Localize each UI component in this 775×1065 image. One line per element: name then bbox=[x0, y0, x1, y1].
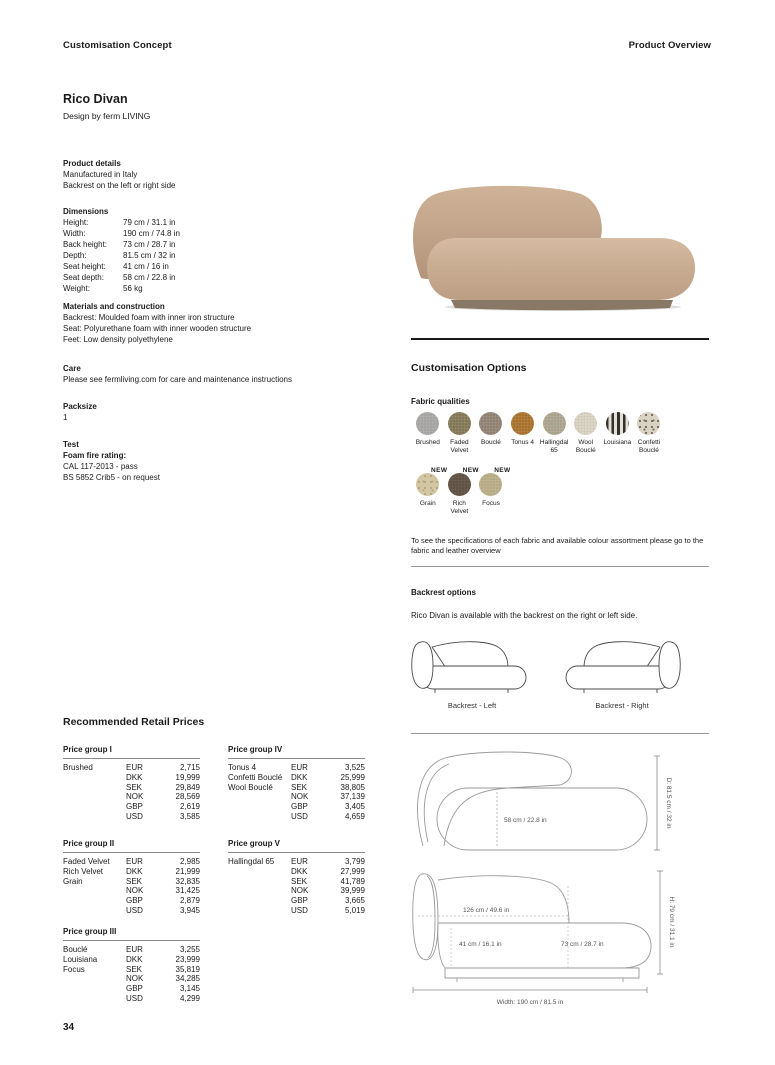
price-row bbox=[63, 945, 200, 955]
side-view-seat-depth-label: 73 cm / 28.7 in bbox=[561, 941, 604, 948]
backrest-left-label: Backrest - Left bbox=[447, 701, 497, 710]
fabric-swatch-label: Faded Velvet bbox=[450, 439, 469, 454]
price-currency: GBP bbox=[126, 896, 143, 906]
price-fabric bbox=[63, 792, 126, 802]
dimension-value: 79 cm / 31.1 in bbox=[123, 218, 176, 227]
price-fabric bbox=[63, 783, 126, 793]
price-fabric: Grain bbox=[63, 876, 83, 886]
fabric-swatch-circle bbox=[416, 473, 439, 496]
fabric-swatch-circle bbox=[543, 412, 566, 435]
fabric-swatch-label: Wool Bouclé bbox=[575, 439, 596, 454]
dimension-label: Seat height: bbox=[63, 262, 106, 271]
price-currency: EUR bbox=[291, 763, 308, 772]
divider-rule bbox=[411, 733, 709, 734]
page-title: Rico Divan bbox=[63, 92, 128, 106]
price-currency: EUR bbox=[126, 945, 143, 954]
price-fabric: Tonus 4 bbox=[228, 763, 257, 772]
price-value: 3,799 bbox=[344, 857, 365, 866]
price-value: 5,019 bbox=[344, 905, 365, 915]
price-value: 32,835 bbox=[175, 876, 200, 886]
price-value: 4,299 bbox=[179, 993, 200, 1003]
dimension-row bbox=[63, 228, 373, 239]
price-value: 35,819 bbox=[175, 964, 200, 974]
price-value: 3,585 bbox=[179, 811, 200, 821]
price-fabric: Wool Bouclé bbox=[228, 782, 273, 792]
price-row bbox=[63, 783, 200, 793]
price-fabric: Louisiana bbox=[63, 954, 98, 964]
price-fabric: Brushed bbox=[63, 763, 93, 772]
price-currency: USD bbox=[126, 811, 143, 821]
customisation-heading: Customisation Options bbox=[411, 362, 527, 374]
price-row bbox=[63, 802, 200, 812]
price-value: 2,619 bbox=[179, 802, 200, 812]
price-row bbox=[63, 886, 200, 896]
fabric-swatch-item bbox=[570, 412, 602, 454]
price-row bbox=[63, 792, 200, 802]
price-currency: EUR bbox=[126, 763, 143, 772]
divider-rule bbox=[411, 338, 709, 340]
backrest-description: Rico Divan is available with the backrest on the right or left side. bbox=[411, 611, 638, 620]
dimension-label: Depth: bbox=[63, 251, 87, 260]
price-group-title: Price group I bbox=[63, 745, 200, 759]
price-value: 2,715 bbox=[179, 763, 200, 772]
price-fabric: Confetti Bouclé bbox=[228, 772, 283, 782]
price-currency: SEK bbox=[126, 964, 143, 974]
price-currency: EUR bbox=[126, 857, 143, 866]
price-value: 21,999 bbox=[175, 866, 200, 876]
price-rows bbox=[63, 857, 200, 916]
price-group-title: Price group III bbox=[63, 927, 200, 941]
price-value: 23,999 bbox=[175, 954, 200, 964]
side-view-drawing bbox=[411, 866, 711, 1014]
price-fabric bbox=[228, 812, 291, 822]
price-rows bbox=[63, 763, 200, 822]
dimension-label: Back height: bbox=[63, 240, 108, 249]
price-fabric: Hallingdal 65 bbox=[228, 857, 275, 866]
price-fabric bbox=[228, 877, 291, 887]
fabric-swatch-circle bbox=[416, 412, 439, 435]
header-left: Customisation Concept bbox=[63, 40, 172, 51]
section-lines: Please see fermliving.com for care and maintenance instructions bbox=[63, 375, 292, 384]
fabric-note: To see the specifications of each fabric and available colour assortment please go to the fabric and leather overview bbox=[411, 536, 704, 555]
price-row bbox=[228, 857, 365, 867]
price-fabric bbox=[228, 896, 291, 906]
price-currency: DKK bbox=[291, 772, 308, 782]
price-currency: SEK bbox=[291, 876, 308, 886]
dimension-row bbox=[63, 250, 373, 261]
price-group-title: Price group V bbox=[228, 839, 365, 853]
section-heading: Product details bbox=[63, 159, 121, 168]
section-care bbox=[63, 363, 373, 385]
divider-rule bbox=[411, 566, 709, 567]
price-row bbox=[228, 906, 365, 916]
price-row bbox=[63, 955, 200, 965]
price-currency: USD bbox=[126, 993, 143, 1003]
price-group-1 bbox=[63, 745, 200, 822]
price-row bbox=[63, 906, 200, 916]
price-value: 3,145 bbox=[179, 984, 200, 994]
price-currency: GBP bbox=[126, 802, 143, 812]
side-view-width-label: Width: 190 cm / 81.5 in bbox=[496, 999, 564, 1006]
price-group-title: Price group IV bbox=[228, 745, 365, 759]
price-fabric bbox=[228, 906, 291, 916]
fabric-swatch-item bbox=[444, 412, 476, 454]
new-badge: NEW bbox=[494, 467, 511, 474]
price-currency: EUR bbox=[291, 857, 308, 866]
price-currency: SEK bbox=[126, 876, 143, 886]
price-fabric bbox=[63, 812, 126, 822]
price-value: 19,999 bbox=[175, 772, 200, 782]
price-value: 28,569 bbox=[175, 792, 200, 802]
price-value: 27,999 bbox=[340, 866, 365, 876]
fabric-swatch-label: Rich Velvet bbox=[450, 500, 469, 515]
dimension-value: 73 cm / 28.7 in bbox=[123, 240, 176, 249]
fabric-swatch-label: Tonus 4 bbox=[511, 439, 534, 446]
sofa-illustration bbox=[405, 100, 710, 335]
fabric-swatch-item bbox=[633, 412, 665, 454]
page-number: 34 bbox=[63, 1022, 75, 1033]
price-row bbox=[63, 994, 200, 1004]
fabric-swatch-circle bbox=[479, 473, 502, 496]
fabric-swatch-circle bbox=[448, 473, 471, 496]
fabric-swatch-label: Grain bbox=[419, 500, 436, 507]
price-rows bbox=[63, 945, 200, 1004]
price-fabric bbox=[228, 867, 291, 877]
fabric-swatch-label: Brushed bbox=[415, 439, 440, 446]
price-row bbox=[228, 783, 365, 793]
price-currency: GBP bbox=[291, 896, 308, 906]
price-currency: DKK bbox=[126, 954, 143, 964]
dimension-row bbox=[63, 283, 373, 294]
fabric-swatch-circle bbox=[606, 412, 629, 435]
dimension-row bbox=[63, 261, 373, 272]
top-view-depth-label: D: 81.5 cm / 32 in bbox=[665, 777, 672, 829]
price-value: 3,405 bbox=[344, 802, 365, 812]
price-value: 4,659 bbox=[344, 811, 365, 821]
price-value: 2,879 bbox=[179, 896, 200, 906]
section-heading: Test bbox=[63, 440, 79, 449]
price-currency: NOK bbox=[291, 886, 309, 896]
fabric-swatch-circle bbox=[574, 412, 597, 435]
fabric-swatch-label: Bouclé bbox=[481, 439, 501, 446]
fabric-swatch-circle bbox=[479, 412, 502, 435]
backrest-heading: Backrest options bbox=[411, 588, 476, 597]
price-fabric bbox=[63, 802, 126, 812]
price-currency: NOK bbox=[126, 974, 144, 984]
dimension-value: 58 cm / 22.8 in bbox=[123, 273, 176, 282]
price-currency: GBP bbox=[291, 802, 308, 812]
fabric-qualities-heading: Fabric qualities bbox=[411, 397, 470, 406]
fabric-swatch-item bbox=[412, 467, 448, 515]
section-lines: Backrest: Moulded foam with inner iron structure Seat: Polyurethane foam with inner wooden structure Feet: Low density polyethylene bbox=[63, 313, 252, 344]
side-view-height-label: H: 79 cm / 31.1 in bbox=[668, 896, 675, 948]
price-row bbox=[228, 812, 365, 822]
new-badge: NEW bbox=[462, 467, 479, 474]
price-fabric bbox=[228, 792, 291, 802]
price-value: 3,255 bbox=[179, 945, 200, 954]
backrest-right-drawing bbox=[556, 633, 684, 697]
price-group-4 bbox=[228, 745, 365, 822]
fabric-swatch-label: Confetti Bouclé bbox=[637, 439, 661, 454]
price-currency: USD bbox=[126, 905, 143, 915]
price-value: 39,999 bbox=[340, 886, 365, 896]
dimension-label: Width: bbox=[63, 229, 86, 238]
section-lines: Foam fire rating: CAL 117-2013 - pass BS 5852 Crib5 - on request bbox=[63, 451, 160, 482]
price-row bbox=[228, 792, 365, 802]
dimension-row bbox=[63, 272, 373, 283]
dimension-label: Seat depth: bbox=[63, 273, 104, 282]
price-fabric bbox=[63, 994, 126, 1004]
prices-heading: Recommended Retail Prices bbox=[63, 716, 205, 728]
price-currency: SEK bbox=[126, 782, 143, 792]
price-row bbox=[228, 867, 365, 877]
fabric-swatch-item bbox=[475, 467, 511, 515]
price-row bbox=[63, 974, 200, 984]
price-currency: SEK bbox=[291, 782, 308, 792]
price-row bbox=[63, 984, 200, 994]
dimension-label: Weight: bbox=[63, 284, 90, 293]
fabric-swatch-row-2 bbox=[412, 467, 511, 515]
price-value: 38,805 bbox=[340, 782, 365, 792]
product-photo bbox=[405, 100, 710, 340]
side-view-back-width-label: 126 cm / 49.6 in bbox=[463, 907, 510, 914]
price-fabric bbox=[63, 984, 126, 994]
price-row bbox=[63, 773, 200, 783]
price-group-5 bbox=[228, 839, 365, 916]
section-lines: 1 bbox=[63, 413, 68, 422]
price-fabric: Bouclé bbox=[63, 945, 88, 954]
section-heading: Packsize bbox=[63, 402, 97, 411]
price-currency: USD bbox=[291, 811, 308, 821]
side-view-seat-height-label: 41 cm / 16.1 in bbox=[459, 941, 502, 948]
new-badge: NEW bbox=[431, 467, 448, 474]
dimension-row bbox=[63, 239, 373, 250]
section-dimensions bbox=[63, 206, 373, 294]
fabric-swatch-circle bbox=[637, 412, 660, 435]
price-fabric: Faded Velvet bbox=[63, 857, 110, 866]
fabric-swatch-circle bbox=[448, 412, 471, 435]
price-row bbox=[63, 877, 200, 887]
price-row bbox=[228, 886, 365, 896]
price-value: 31,425 bbox=[175, 886, 200, 896]
section-heading: Dimensions bbox=[63, 207, 109, 216]
price-value: 2,985 bbox=[179, 857, 200, 866]
fabric-swatch-circle bbox=[511, 412, 534, 435]
dimension-value: 56 kg bbox=[123, 284, 143, 293]
price-row bbox=[63, 763, 200, 773]
price-row bbox=[228, 773, 365, 783]
price-currency: DKK bbox=[291, 866, 308, 876]
backrest-left-drawing bbox=[408, 633, 536, 697]
price-row bbox=[63, 867, 200, 877]
header-right: Product Overview bbox=[628, 40, 711, 51]
price-fabric bbox=[63, 974, 126, 984]
price-value: 3,665 bbox=[344, 896, 365, 906]
dimension-value: 81.5 cm / 32 in bbox=[123, 251, 176, 260]
fabric-swatch-label: Hallingdal 65 bbox=[539, 439, 569, 454]
price-fabric bbox=[228, 886, 291, 896]
price-value: 37,139 bbox=[340, 792, 365, 802]
price-row bbox=[228, 877, 365, 887]
price-fabric bbox=[63, 773, 126, 783]
dimension-rows bbox=[63, 217, 373, 294]
top-view-seat-depth-label: 58 cm / 22.8 in bbox=[504, 817, 547, 824]
price-group-2 bbox=[63, 839, 200, 916]
dimension-label: Height: bbox=[63, 218, 89, 227]
section-packsize bbox=[63, 401, 373, 423]
section-lines: Manufactured in Italy Backrest on the left or right side bbox=[63, 170, 176, 190]
section-heading: Care bbox=[63, 364, 81, 373]
fabric-swatch-item bbox=[412, 412, 444, 454]
fabric-swatch-item bbox=[444, 467, 479, 515]
fabric-swatch-label: Louisiana bbox=[603, 439, 632, 446]
price-value: 3,525 bbox=[344, 763, 365, 772]
price-fabric bbox=[228, 802, 291, 812]
price-value: 41,789 bbox=[340, 876, 365, 886]
price-row bbox=[63, 965, 200, 975]
price-rows bbox=[228, 857, 365, 916]
price-fabric bbox=[63, 896, 126, 906]
price-group-3 bbox=[63, 927, 200, 1004]
price-row bbox=[63, 896, 200, 906]
fabric-swatch-item bbox=[475, 412, 507, 454]
price-row bbox=[228, 802, 365, 812]
price-group-title: Price group II bbox=[63, 839, 200, 853]
designer-line: Design by ferm LIVING bbox=[63, 111, 151, 121]
section-materials bbox=[63, 301, 373, 345]
price-value: 34,285 bbox=[175, 974, 200, 984]
price-currency: USD bbox=[291, 905, 308, 915]
price-row bbox=[63, 812, 200, 822]
dimension-value: 190 cm / 74.8 in bbox=[123, 229, 180, 238]
backrest-right-label: Backrest - Right bbox=[595, 701, 649, 710]
price-row bbox=[63, 857, 200, 867]
fabric-swatch-row-1 bbox=[412, 412, 665, 454]
section-heading: Materials and construction bbox=[63, 302, 165, 311]
price-currency: DKK bbox=[126, 866, 143, 876]
price-rows bbox=[228, 763, 365, 822]
price-fabric: Rich Velvet bbox=[63, 866, 104, 876]
price-currency: DKK bbox=[126, 772, 143, 782]
price-value: 3,945 bbox=[179, 905, 200, 915]
price-row bbox=[228, 763, 365, 773]
price-fabric: Focus bbox=[63, 964, 85, 974]
price-value: 29,849 bbox=[175, 782, 200, 792]
section-product-details bbox=[63, 158, 373, 191]
price-currency: GBP bbox=[126, 984, 143, 994]
price-value: 25,999 bbox=[340, 772, 365, 782]
fabric-swatch-item bbox=[602, 412, 634, 454]
top-view-drawing bbox=[411, 750, 711, 858]
fabric-swatch-label: Focus bbox=[482, 500, 500, 507]
price-fabric bbox=[63, 886, 126, 896]
section-test bbox=[63, 439, 373, 483]
price-currency: NOK bbox=[291, 792, 309, 802]
price-row bbox=[228, 896, 365, 906]
fabric-swatch-item bbox=[507, 412, 539, 454]
price-fabric bbox=[63, 906, 126, 916]
fabric-swatch-item bbox=[538, 412, 570, 454]
dimension-value: 41 cm / 16 in bbox=[123, 262, 169, 271]
dimension-row bbox=[63, 217, 373, 228]
price-currency: NOK bbox=[126, 792, 144, 802]
price-currency: NOK bbox=[126, 886, 144, 896]
